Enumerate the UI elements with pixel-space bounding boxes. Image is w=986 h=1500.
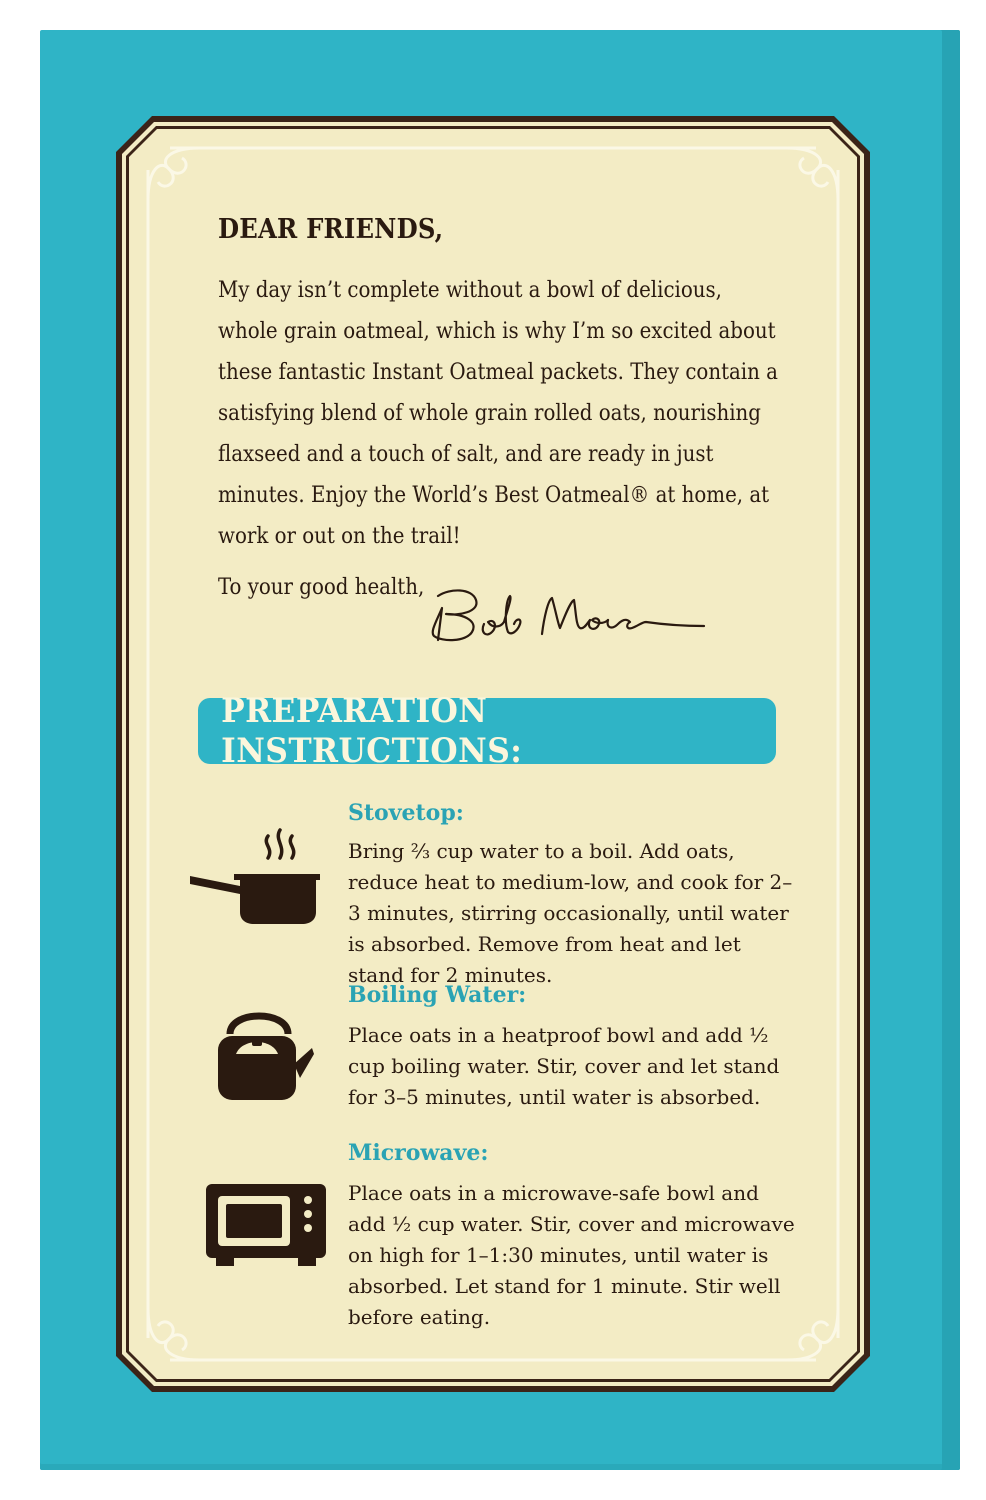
saucepan-icon xyxy=(184,826,322,926)
instructions-banner xyxy=(198,691,776,771)
letter-closing: To your good health, xyxy=(218,575,425,600)
letter-greeting: DEAR FRIENDS, xyxy=(218,214,444,245)
stovetop-title: Stovetop: xyxy=(348,800,464,826)
microwave-icon xyxy=(204,1182,328,1268)
signature-image xyxy=(420,578,710,653)
boiling-water-title: Boiling Water: xyxy=(348,982,527,1008)
instructions-title: PREPARATION INSTRUCTIONS: xyxy=(221,691,523,771)
microwave-instructions: Place oats in a microwave-safe bowl and add ½ cup water. Stir, cover and microwave on high for 1–1:30 minutes, until water is absorbed. Let stand for 1 minute. Stir well before eating. xyxy=(348,1181,795,1329)
kettle-icon xyxy=(216,1004,316,1102)
boiling-water-instructions: Place oats in a heatproof bowl and add ½ cup boiling water. Stir, cover and let stand for 3–5 minutes, until water is absorbed. xyxy=(348,1023,780,1109)
microwave-title: Microwave: xyxy=(348,1140,489,1166)
stovetop-instructions: Bring ⅔ cup water to a boil. Add oats, reduce heat to medium-low, and cook for 2–3 minutes, stirring occasionally, until water is absorbed. Remove from heat and let stand for 2 minutes. xyxy=(348,839,793,987)
letter-body: My day isn’t complete without a bowl of delicious, whole grain oatmeal, which is why I’m so excited about these fantastic Instant Oatmeal packets. They contain a satisfying blend of whole grain rolled oats, nourishing flaxseed and a touch of salt, and are ready in just minutes. Enjoy the World’s Best Oatmeal® at home, at work or out on the trail! xyxy=(218,278,778,549)
